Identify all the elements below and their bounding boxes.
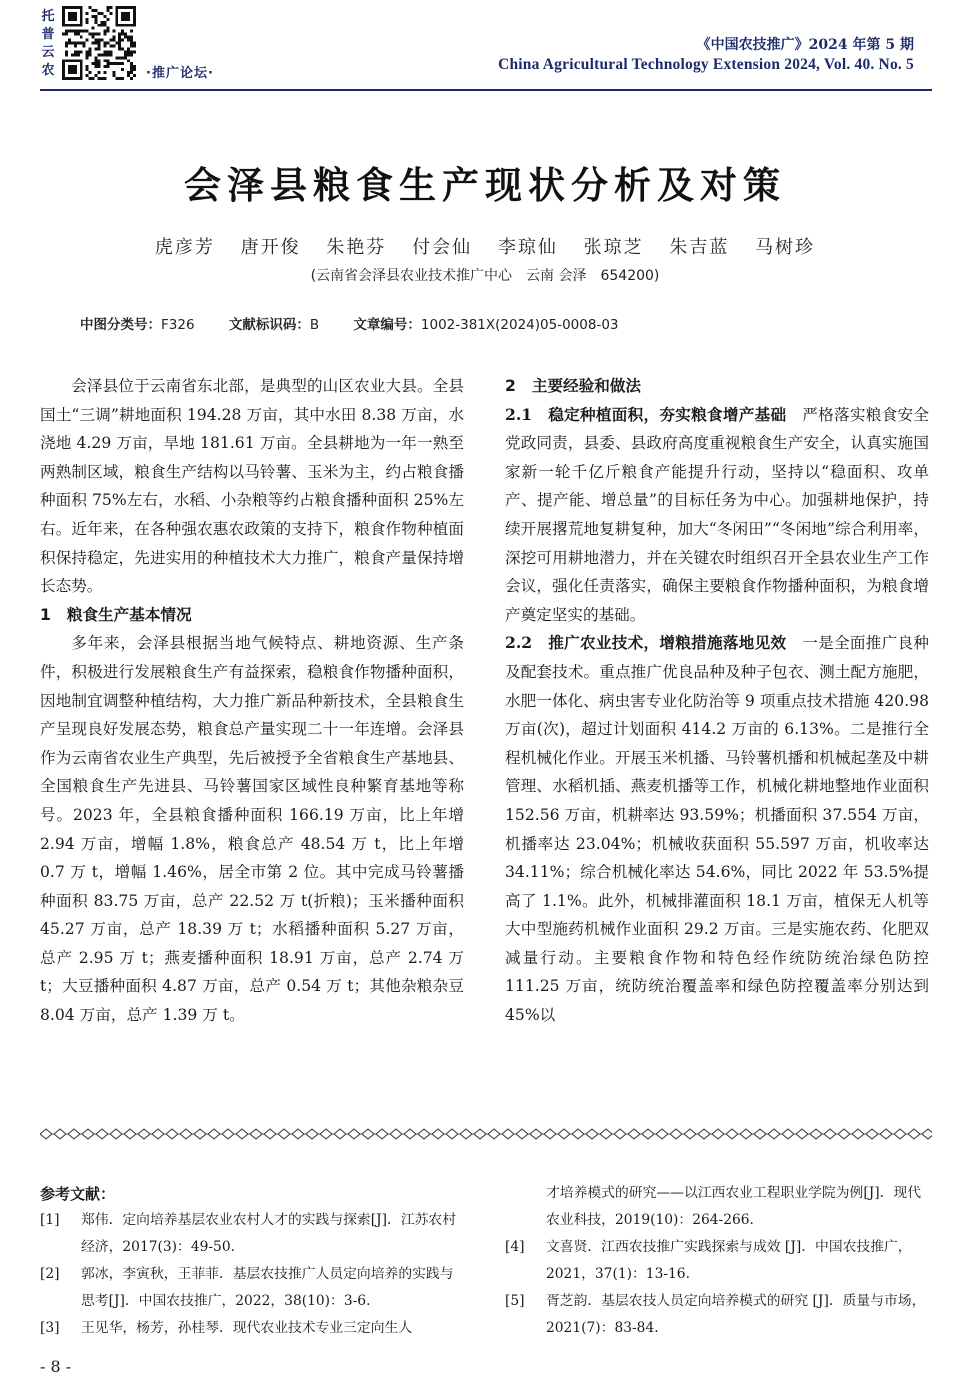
affiliation: (云南省会泽县农业技术推广中心 云南 会泽 654200) (310, 268, 660, 284)
reference-number: [1] (40, 1212, 60, 1228)
reference-item (40, 1207, 464, 1261)
author: 朱吉蓝 (669, 237, 730, 258)
doc-code-label: 文献标识码： (228, 317, 310, 333)
reference-item (40, 1261, 464, 1315)
clc-label: 中图分类号： (80, 317, 161, 333)
subsection-number: 2.1 (505, 404, 533, 424)
article-number-value: 1002-381X(2024)05-0008-03 (420, 317, 619, 333)
reference-text: 王见华，杨芳，孙桂琴．现代农业技术专业三定向生人 (81, 1320, 413, 1336)
reference-text: 郑伟．定向培养基层农业农村人才的实践与探索[J]．江苏农村经济，2017(3)：49-50. (81, 1212, 457, 1255)
subsection-2-1 (505, 401, 929, 630)
logo-char: 农 (41, 63, 55, 78)
section-1-heading (40, 601, 464, 630)
section-number: 1 (40, 605, 51, 624)
author: 张琼芝 (583, 237, 644, 258)
reference-text: 郭冰，李寅秋，王菲菲．基层农技推广人员定向培养的实践与思考[J]．中国农技推广，2022，38(10)：3-6. (81, 1266, 454, 1309)
logo-char: 云 (41, 45, 55, 60)
author: 唐开俊 (240, 237, 301, 258)
author: 付会仙 (412, 237, 473, 258)
logo-char: 托 (41, 9, 55, 24)
section-number: 2 (505, 377, 516, 395)
subsection-text: 严格落实粮食安全党政同责，县委、县政府高度重视粮食生产安全，认真实施国家新一轮千亿斤粮食产能提升行动，坚持以“稳面积、攻单产、提产能、增总量”的目标任务为中心。加强耕地保护，持续开展撂荒地复耕复种，加大“冬闲田”“冬闲地”综合利用率，深挖可用耕地潜力，并在关键农时组织召开全县农业生产工作会议，强化任责落实，确保主要粮食作物播种面积，为粮食增产奠定坚实的基础。 (505, 405, 929, 624)
article-meta (80, 313, 649, 333)
subsection-title: 推广农业技术，增粮措施落地见效 (548, 633, 787, 653)
author: 朱艳芬 (326, 237, 387, 258)
body-column-left (40, 372, 464, 1030)
article-title: 会泽县粮食生产现状分析及对策 (184, 164, 786, 207)
reference-continuation: 才培养模式的研究——以江西农业工程职业学院为例[J]．现代农业科技，2019(10)：264-266. (546, 1185, 922, 1228)
qr-code-icon (62, 6, 136, 80)
page-number: - 8 - (40, 1357, 72, 1376)
author: 李琼仙 (497, 237, 558, 258)
subsection-title: 稳定种植面积，夯实粮食增产基础 (548, 404, 787, 424)
doc-code-value: B (309, 317, 320, 333)
intro-paragraph: 会泽县位于云南省东北部，是典型的山区农业大县。全县国土“三调”耕地面积 194.28 万亩，其中水田 8.38 万亩，水浇地 4.29 万亩，旱地 181.61 万亩。全县耕地为一年一熟至两熟制区域，粮食生产结构以马铃薯、玉米为主，约占粮食播种面积 75%左右，水稻、小杂粮等约占粮食播种面积 25%左右。近年来，在各种强农惠农政策的支持下，粮食作物种植面积保持稳定，先进实用的种植技术大力推广，粮食产量保持增长态势。 (40, 377, 464, 596)
column-name: ·推广论坛· (146, 66, 214, 81)
journal-issue-cn: 《中国农技推广》2024 年第 5 期 (696, 37, 914, 53)
header-rule (40, 89, 932, 91)
body-column-right (505, 372, 929, 1030)
reference-number: [5] (505, 1293, 525, 1309)
references-heading: 参考文献： (40, 1185, 116, 1203)
reference-text: 文喜贤．江西农技推广实践探索与成效 [J]．中国农技推广，2021，37(1)：13-16. (546, 1239, 912, 1282)
author: 马树珍 (755, 237, 816, 258)
diamond-chain-divider (40, 1127, 932, 1141)
subsection-text: 一是全面推广良种及配套技术。重点推广优良品种及种子包衣、测土配方施肥，水肥一体化、病虫害专业化防治等 9 项重点技术措施 420.98 万亩(次)，超过计划面积 414.2 万亩的 6.13%。二是推行全程机械化作业。开展玉米机播、马铃薯机播和机械起垄及中耕管理、水稻机插、燕麦机播等工作，机械化耕地整地作业面积 152.56 万亩，机耕率达 93.59%；机播面积 37.554 万亩，机播率达 23.04%；机械收获面积 55.597 万亩，机收率达 34.11%；综合机械化率达 54.6%，同比 2022 年 53.5%提高了 1.1%。此外，机械排灌面积 18.1 万亩，植保无人机等大中型施药机械作业面积 29.2 万亩。三是实施农药、化肥双减量行动。主要粮食作物和特色经作统防统治绿色防控 111.25 万亩，统防统治覆盖率和绿色防控覆盖率分别达到 45%以 (505, 634, 929, 1025)
reference-number: [2] (40, 1266, 60, 1282)
author-list (0, 233, 970, 259)
article-number-label: 文章编号： (353, 317, 421, 333)
clc-value: F326 (161, 317, 195, 333)
journal-issue-en: China Agricultural Technology Extension 2024, Vol. 40. No. 5 (498, 56, 914, 73)
section-title: 粮食生产基本情况 (66, 605, 192, 624)
reference-number: [3] (40, 1320, 60, 1336)
logo-char: 普 (41, 27, 55, 42)
subsection-number: 2.2 (505, 633, 533, 653)
author: 虎彦芳 (154, 237, 215, 258)
reference-number: [4] (505, 1239, 525, 1255)
section-title: 主要经验和做法 (531, 377, 642, 395)
reference-item (505, 1234, 932, 1288)
vertical-logo (40, 8, 56, 80)
reference-text: 胥芝韵．基层农技人员定向培养模式的研究 [J]．质量与市场，2021(7)：83-84. (546, 1293, 926, 1336)
section-2-heading (505, 372, 929, 401)
subsection-2-2 (505, 629, 929, 1029)
section-1-paragraph: 多年来，会泽县根据当地气候特点、耕地资源、生产条件，积极进行发展粮食生产有益探索，稳粮食作物播种面积，因地制宜调整种植结构，大力推广新品种新技术，全县粮食生产呈现良好发展态势，粮食总产量实现二十一年连增。会泽县作为云南省农业生产典型，先后被授予全省粮食生产基地县、全国粮食生产先进县、马铃薯国家区域性良种繁育基地等称号。2023 年，全县粮食播种面积 166.19 万亩，比上年增 2.94 万亩，增幅 1.8%，粮食总产 48.54 万 t，比上年增 0.7 万 t，增幅 1.46%，居全市第 2 位。其中完成马铃薯播种面积 83.75 万亩，总产 22.52 万 t(折粮)；玉米播种面积 45.27 万亩，总产 18.39 万 t；水稻播种面积 5.27 万亩，总产 2.95 万 t；燕麦播种面积 18.91 万亩，总产 2.74 万 t；大豆播种面积 4.87 万亩，总产 0.54 万 t；其他杂粮杂豆 8.04 万亩，总产 1.39 万 t。 (40, 634, 464, 1025)
reference-item (505, 1288, 932, 1342)
references-right (505, 1180, 932, 1342)
references-left (40, 1207, 464, 1342)
reference-item (40, 1315, 464, 1342)
